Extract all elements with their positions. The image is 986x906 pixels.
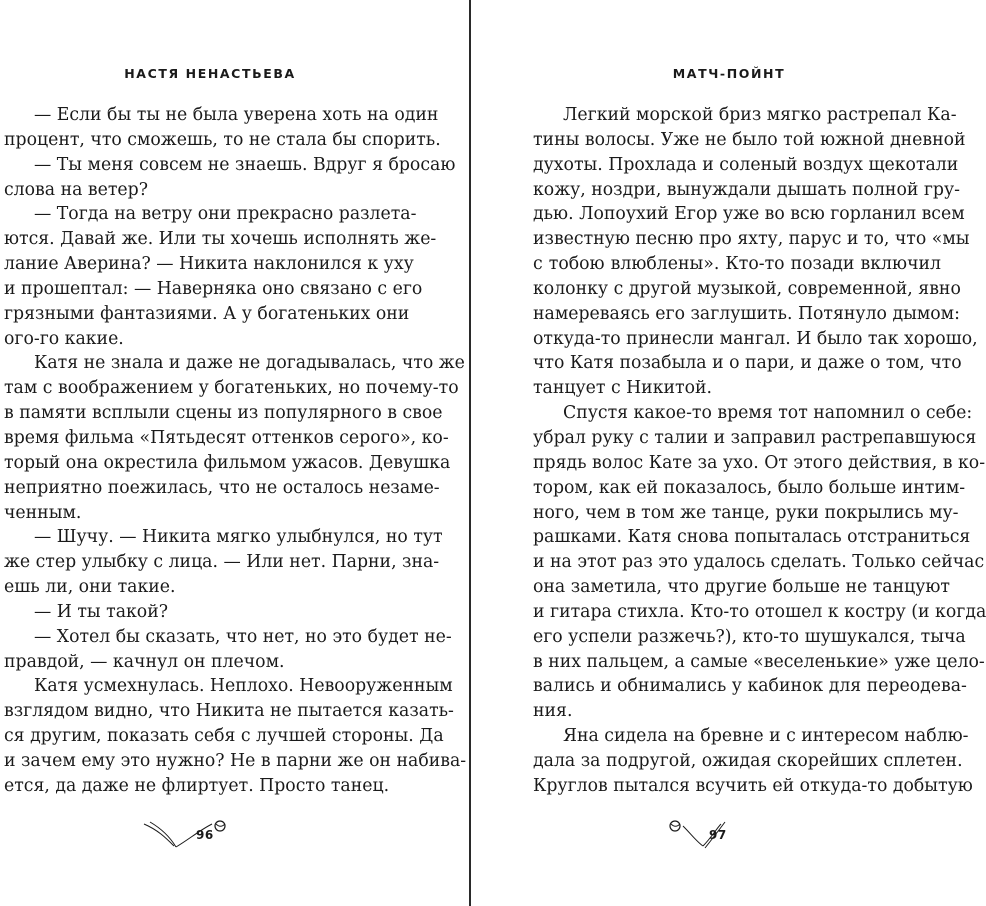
text-line: известную песню про яхту, парус и то, что «мы [533, 229, 970, 250]
text-line: убрал руку с талии и заправил растрепавшуюся [533, 427, 977, 448]
text-line: колонку с другой музыкой, современной, явно [533, 278, 961, 299]
text-line: тины волосы. Уже не было той южной дневной [533, 129, 966, 150]
text-line: ченным. [4, 502, 82, 523]
text-line: и на этот раз это удалось сделать. Только сейчас [533, 552, 985, 573]
text-line: же стер улыбку с лица. — Или нет. Парни, зна- [4, 552, 440, 573]
text-line: и прошептал: — Наверняка оно связано с его [4, 278, 423, 299]
text-line: откуда-то принесли мангал. И было так хорошо, [533, 328, 978, 349]
left-page-text [4, 103, 467, 799]
text-line: — Если бы ты не была уверена хоть на один [34, 105, 439, 125]
text-line: ния. [533, 701, 573, 722]
text-line: Легкий морской бриз мягко растрепал Ка- [563, 105, 957, 125]
text-line: духоты. Прохлада и соленый воздух щекотали [533, 154, 959, 175]
text-line: взглядом видно, что Никита не пытается казать- [4, 701, 454, 722]
text-line: с тобою влюблены». Кто-то позади включил [533, 254, 941, 275]
text-line: ого-го какие. [4, 328, 124, 349]
text-line: слова на ветер? [4, 179, 148, 200]
text-line: — И ты такой? [34, 601, 168, 622]
text-line: и гитара стихла. Кто-то отошел к костру (и когда [533, 601, 986, 622]
text-line: ются. Давай же. Или ты хочешь исполнять же- [4, 229, 437, 250]
text-line: в памяти всплыли сцены из популярного в свое [4, 403, 443, 424]
left-folio [140, 820, 270, 856]
text-line: прядь волос Кате за ухо. От этого действия, в ко- [533, 452, 986, 473]
text-line: там с воображением у богатеньких, но почему-то [4, 378, 459, 399]
text-line: — Тогда на ветру они прекрасно разлета- [34, 204, 417, 225]
text-line: — Хотел бы сказать, что нет, но это будет не- [34, 626, 452, 647]
text-line: — Шучу. — Никита мягко улыбнулся, но тут [34, 527, 443, 548]
right-page-text [533, 103, 986, 799]
text-line: и зачем ему это нужно? Не в парни же он набива- [4, 750, 467, 771]
text-line: дью. Лопоухий Егор уже во всю горланил всем [533, 204, 965, 225]
text-line: — Ты меня совсем не знаешь. Вдруг я бросаю [34, 154, 456, 175]
text-line: правдой, — качнул он плечом. [4, 651, 285, 672]
right-page [471, 0, 986, 906]
text-line: в них пальцем, а самые «веселенькие» уже цело- [533, 651, 985, 672]
text-line: Катя усмехнулась. Неплохо. Невооруженным [34, 676, 453, 697]
text-line: кожу, ноздри, вынуждали дышать полной гру- [533, 179, 960, 200]
text-line: она заметила, что другие больше не танцуют [533, 577, 950, 598]
page-number: 96 [196, 828, 214, 842]
text-line: его успели разжечь?), кто-то шушукался, тыча [533, 626, 966, 647]
text-line: танцует с Никитой. [533, 378, 712, 399]
running-head-title: МАТЧ-ПОЙНТ [672, 66, 786, 81]
text-line: неприятно поежилась, что не осталось незаме- [4, 477, 440, 498]
text-line: вались и обнимались у кабинок для переодева- [533, 676, 967, 697]
text-line: лание Аверина? — Никита наклонился к уху [4, 254, 414, 275]
text-line: Катя не знала и даже не догадывалась, что же [34, 353, 465, 374]
text-line: ся другим, показать себя с лучшей стороны. Да [4, 726, 444, 747]
text-line: ного, чем в том же танце, руки покрылись му- [533, 502, 959, 523]
text-line: Спустя какое-то время тот напомнил о себе: [563, 403, 973, 424]
text-line: Круглов пытался всучить ей откуда-то добытую [533, 775, 973, 796]
right-folio [661, 820, 791, 856]
text-line: ется, да даже не флиртует. Просто танец. [4, 775, 390, 796]
text-line: Яна сидела на бревне и с интересом наблю- [563, 726, 969, 747]
text-line: намереваясь его заглушить. Потянуло дымом: [533, 303, 960, 324]
text-line: что Катя позабыла и о пари, и даже о том, что [533, 353, 962, 374]
text-line: тором, как ей показалось, было больше интим- [533, 477, 966, 498]
text-line: дала за подругой, ожидая скорейших сплетен. [533, 750, 963, 771]
text-line: процент, что сможешь, то не стала бы спорить. [4, 129, 441, 150]
running-head-author: НАСТЯ НЕНАСТЬЕВА [124, 66, 296, 81]
left-page [0, 0, 469, 906]
text-line: торый она окрестила фильмом ужасов. Девушка [4, 452, 451, 473]
text-line: рашками. Катя снова попыталась отстраниться [533, 527, 971, 548]
text-line: время фильма «Пятьдесят оттенков серого», ко- [4, 427, 449, 448]
text-line: грязными фантазиями. А у богатеньких они [4, 303, 410, 324]
text-line: ешь ли, они такие. [4, 577, 176, 598]
page-number: 97 [709, 828, 727, 842]
